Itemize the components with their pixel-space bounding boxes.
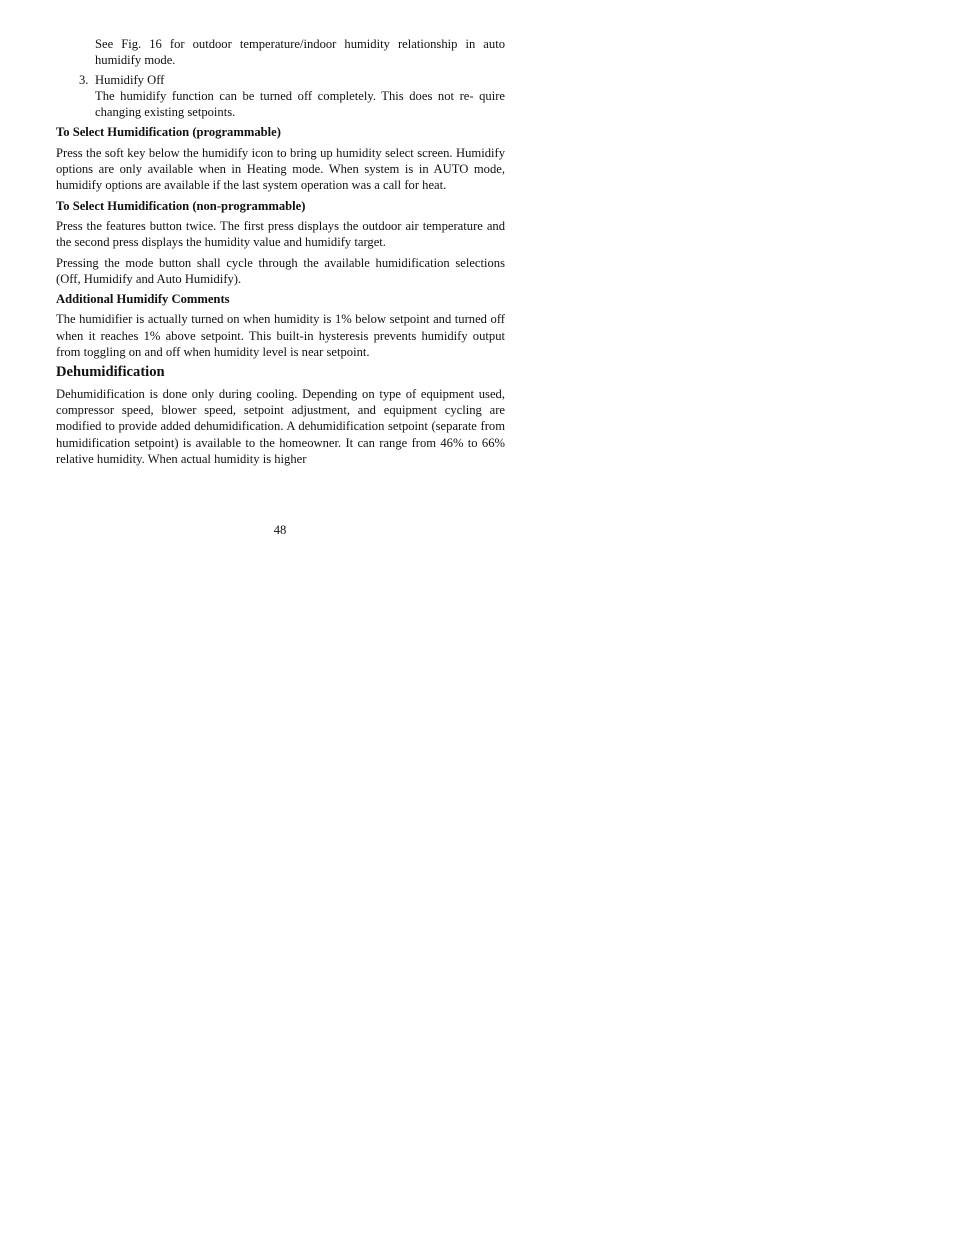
- page-text-column: [56, 36, 505, 467]
- list-item-number: 3.: [79, 72, 89, 87]
- list-item-title: Humidify Off: [95, 72, 165, 87]
- heading-select-humidification-non-programmable: To Select Humidification (non‑programmable): [56, 198, 306, 213]
- paragraph-non-programmable-2: Pressing the mode button shall cycle through the available humidification selections (Off, Humidify and Auto Humidify).: [56, 255, 505, 286]
- page-number: 48: [273, 523, 287, 537]
- heading-dehumidification: Dehumidification: [56, 364, 165, 381]
- paragraph-dehumidification: Dehumidification is done only during cooling. Depending on type of equipment used, compressor speed, blower speed, setpoint adjustment, and equipment cycling are modified to provide added dehumidification. A dehumidification setpoint (separate from humidification setpoint) is available to the homeowner. It can range from 46% to 66% relative humidity. When actual humidity is higher: [56, 386, 505, 466]
- list-item-description: The humidify function can be turned off completely. This does not re- quire changing existing setpoints.: [95, 88, 505, 120]
- heading-select-humidification-programmable: To Select Humidification (programmable): [56, 125, 281, 140]
- paragraph-non-programmable-1: Press the features button twice. The first press displays the outdoor air temperature and the second press displays the humidity value and humidify target.: [56, 218, 505, 250]
- paragraph-humidify-comments: The humidifier is actually turned on when humidity is 1% below setpoint and turned off when it reaches 1% above setpoint. This built‑in hysteresis prevents humidify output from toggling on and off when humidity level is near setpoint.: [56, 312, 505, 360]
- paragraph-programmable: Press the soft key below the humidify icon to bring up humidity select screen. Humidify options are only available when in Heating mode. When system is in AUTO mode, humidify options are available if the last system operation was a call for heat.: [56, 145, 505, 193]
- fig-reference-paragraph: See Fig. 16 for outdoor temperature/indoor humidity relationship in auto humidify mode.: [95, 37, 505, 68]
- heading-additional-humidify-comments: Additional Humidify Comments: [56, 292, 230, 307]
- list-item-humidify-off: [56, 72, 505, 121]
